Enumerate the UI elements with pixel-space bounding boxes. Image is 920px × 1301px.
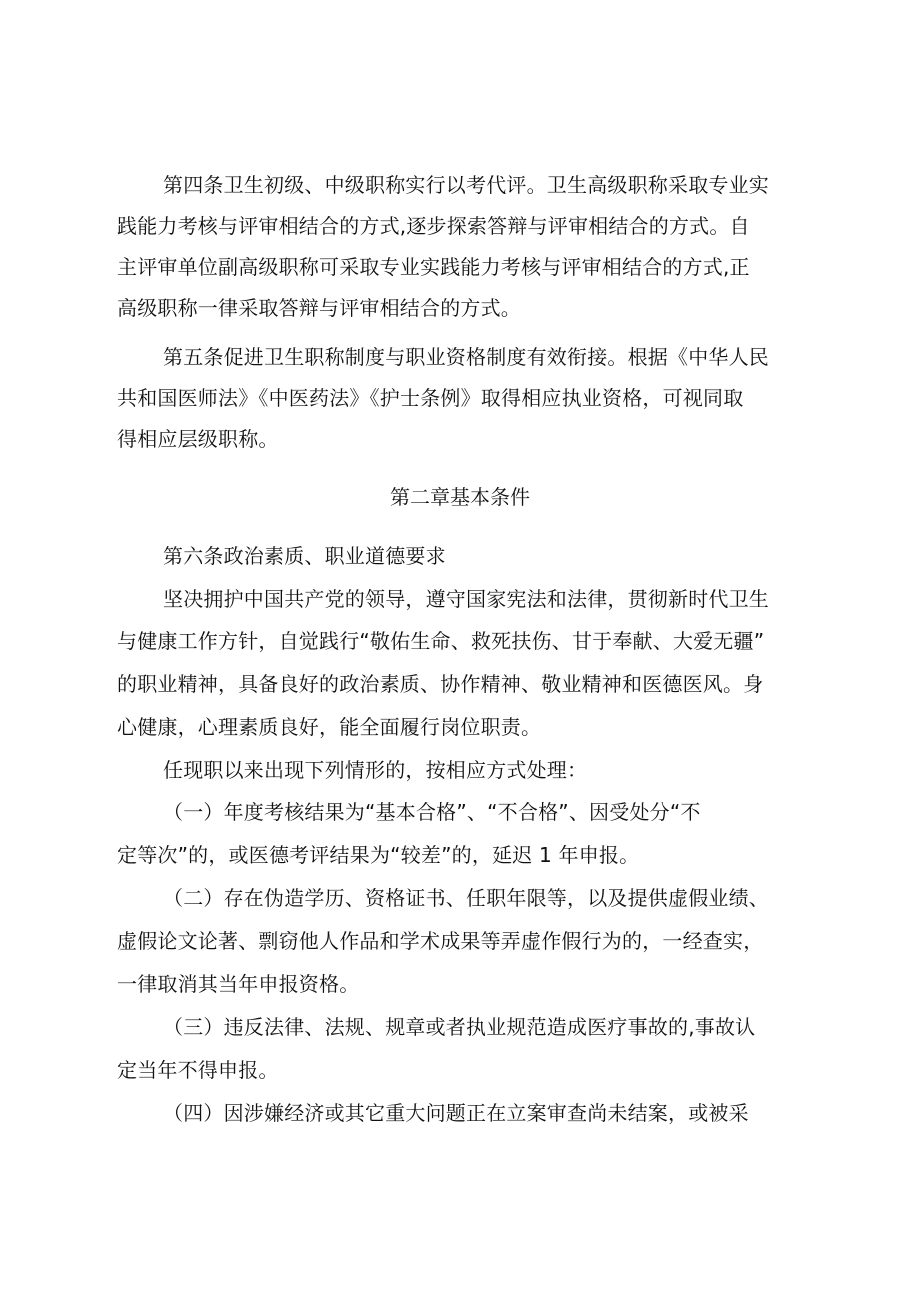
article4-line-3: 主评审单位副高级职称可采取专业实践能力考核与评审相结合的方式,正	[117, 255, 750, 279]
chapter-heading: 第二章基本条件	[390, 485, 530, 509]
item3-line-1: （三）违反法律、法规、规章或者执业规范造成医疗事故的,事故认	[163, 1015, 756, 1039]
article6-title: 第六条政治素质、职业道德要求	[163, 544, 446, 568]
article6-intro: 任现职以来出现下列情形的，按相应方式处理：	[163, 758, 588, 782]
article5-line-2: 共和国医师法》《中医药法》《护士条例》取得相应执业资格，可视同取	[117, 386, 744, 410]
article5-line-1: 第五条促进卫生职称制度与职业资格制度有效衔接。根据《中华人民	[163, 345, 769, 369]
article6-line-4: 心健康，心理素质良好，能全面履行岗位职责。	[117, 715, 542, 739]
item2-line-1: （二）存在伪造学历、资格证书、任职年限等，以及提供虚假业绩、	[163, 886, 769, 910]
article6-line-3: 的职业精神，具备良好的政治素质、协作精神、敬业精神和医德医风。身	[117, 672, 764, 696]
article6-line-2: 与健康工作方针，自觉践行“敬佑生命、救死扶伤、甘于奉献、大爱无疆”	[117, 629, 765, 653]
item1-line-1: （一）年度考核结果为“基本合格”、“不合格”、因受处分“不	[163, 800, 701, 824]
article6-line-1: 坚决拥护中国共产党的领导，遵守国家宪法和法律，贯彻新时代卫生	[163, 587, 769, 611]
article4-line-2: 践能力考核与评审相结合的方式,逐步探索答辩与评审相结合的方式。自	[117, 214, 750, 238]
item2-line-2: 虚假论文论著、剽窃他人作品和学术成果等弄虚作假行为的，一经查实，	[117, 929, 764, 953]
article5-line-3: 得相应层级职称。	[117, 427, 279, 451]
article4-line-1: 第四条卫生初级、中级职称实行以考代评。卫生高级职称采取专业实	[163, 173, 769, 197]
item2-line-3: 一律取消其当年申报资格。	[117, 972, 360, 996]
item3-line-2: 定当年不得申报。	[117, 1058, 279, 1082]
article4-line-4: 高级职称一律采取答辩与评审相结合的方式。	[117, 296, 521, 320]
item1-line-2: 定等次”的，或医德考评结果为“较差”的，延迟 1 年申报。	[117, 843, 640, 867]
item4-line-1: （四）因涉嫌经济或其它重大问题正在立案审查尚未结案，或被采	[163, 1101, 749, 1125]
